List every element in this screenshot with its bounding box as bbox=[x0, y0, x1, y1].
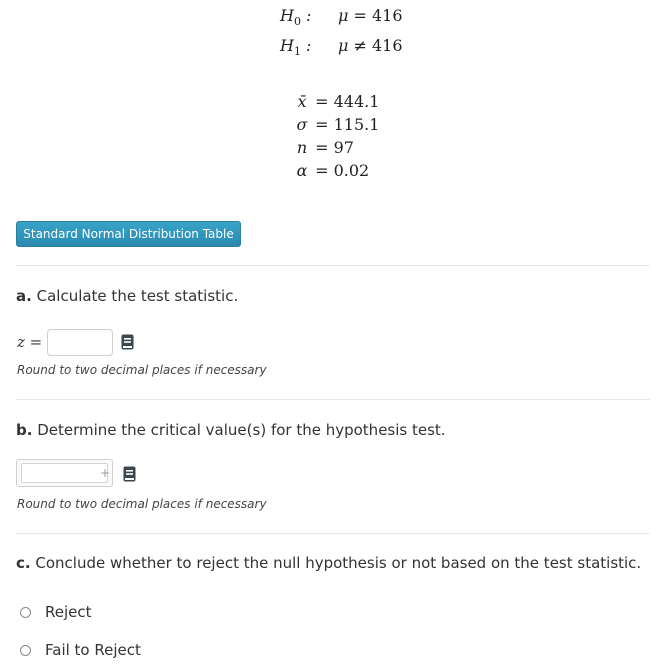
radio-circle-icon[interactable] bbox=[20, 645, 31, 656]
n-symbol: n bbox=[296, 138, 308, 157]
alpha-symbol: α bbox=[296, 161, 308, 180]
h0-symbol: H bbox=[280, 6, 294, 25]
h0-colon: : bbox=[300, 6, 312, 25]
option-label: Reject bbox=[45, 603, 92, 621]
sample-mean-value: = 444.1 bbox=[315, 92, 380, 111]
part-c-question bbox=[16, 554, 641, 572]
h1-symbol: H bbox=[280, 36, 294, 56]
option-label: Fail to Reject bbox=[45, 641, 141, 659]
sigma-symbol: σ bbox=[296, 115, 308, 134]
h1-subscript: 1 bbox=[293, 45, 301, 59]
radio-circle-icon[interactable] bbox=[20, 607, 31, 618]
standard-normal-table-button[interactable]: Standard Normal Distribution Table bbox=[16, 221, 241, 247]
part-b-hint: Round to two decimal places if necessary bbox=[17, 497, 267, 511]
h1-colon: : bbox=[300, 36, 312, 56]
book-icon[interactable] bbox=[123, 466, 136, 482]
z-label bbox=[17, 333, 42, 351]
part-a-hint: Round to two decimal places if necessary bbox=[17, 363, 267, 377]
critical-value-input[interactable] bbox=[21, 463, 111, 483]
part-a-question bbox=[16, 287, 238, 305]
divider bbox=[16, 533, 650, 534]
sigma-value: = 115.1 bbox=[315, 115, 380, 134]
z-variable: z bbox=[17, 333, 25, 351]
hypotheses bbox=[280, 4, 403, 64]
part-b-prompt: Determine the critical value(s) for the hypothesis test. bbox=[37, 421, 446, 439]
part-b-question bbox=[16, 421, 446, 439]
h0-subscript: 0 bbox=[293, 15, 301, 29]
given-row bbox=[294, 90, 379, 113]
h1-mu: μ bbox=[338, 36, 349, 56]
given-row bbox=[294, 136, 379, 159]
h0-mu: μ bbox=[338, 6, 349, 25]
n-value: = 97 bbox=[315, 138, 354, 157]
critical-value-group bbox=[16, 459, 113, 487]
part-c-prompt: Conclude whether to reject the null hypothesis or not based on the test statistic. bbox=[35, 554, 642, 572]
h0-value: = 416 bbox=[353, 6, 403, 25]
given-values bbox=[294, 90, 379, 182]
alpha-value: = 0.02 bbox=[315, 161, 370, 180]
sample-mean-symbol: x̄ bbox=[297, 92, 307, 111]
h1-value: ≠ 416 bbox=[353, 36, 403, 56]
part-b-letter: b. bbox=[16, 421, 33, 439]
divider bbox=[16, 399, 650, 400]
null-hypothesis bbox=[280, 4, 403, 34]
part-c-letter: c. bbox=[16, 554, 31, 572]
part-a-letter: a. bbox=[16, 287, 32, 305]
book-icon[interactable] bbox=[121, 334, 134, 350]
given-row bbox=[294, 159, 379, 182]
add-value-button[interactable]: + bbox=[100, 466, 111, 480]
alt-hypothesis bbox=[280, 34, 403, 64]
option-reject[interactable] bbox=[20, 603, 92, 621]
part-a-prompt: Calculate the test statistic. bbox=[36, 287, 239, 305]
given-row bbox=[294, 113, 379, 136]
z-statistic-input[interactable] bbox=[47, 329, 113, 356]
z-equals: = bbox=[24, 333, 43, 351]
option-fail-to-reject[interactable] bbox=[20, 641, 141, 659]
divider bbox=[16, 265, 650, 266]
